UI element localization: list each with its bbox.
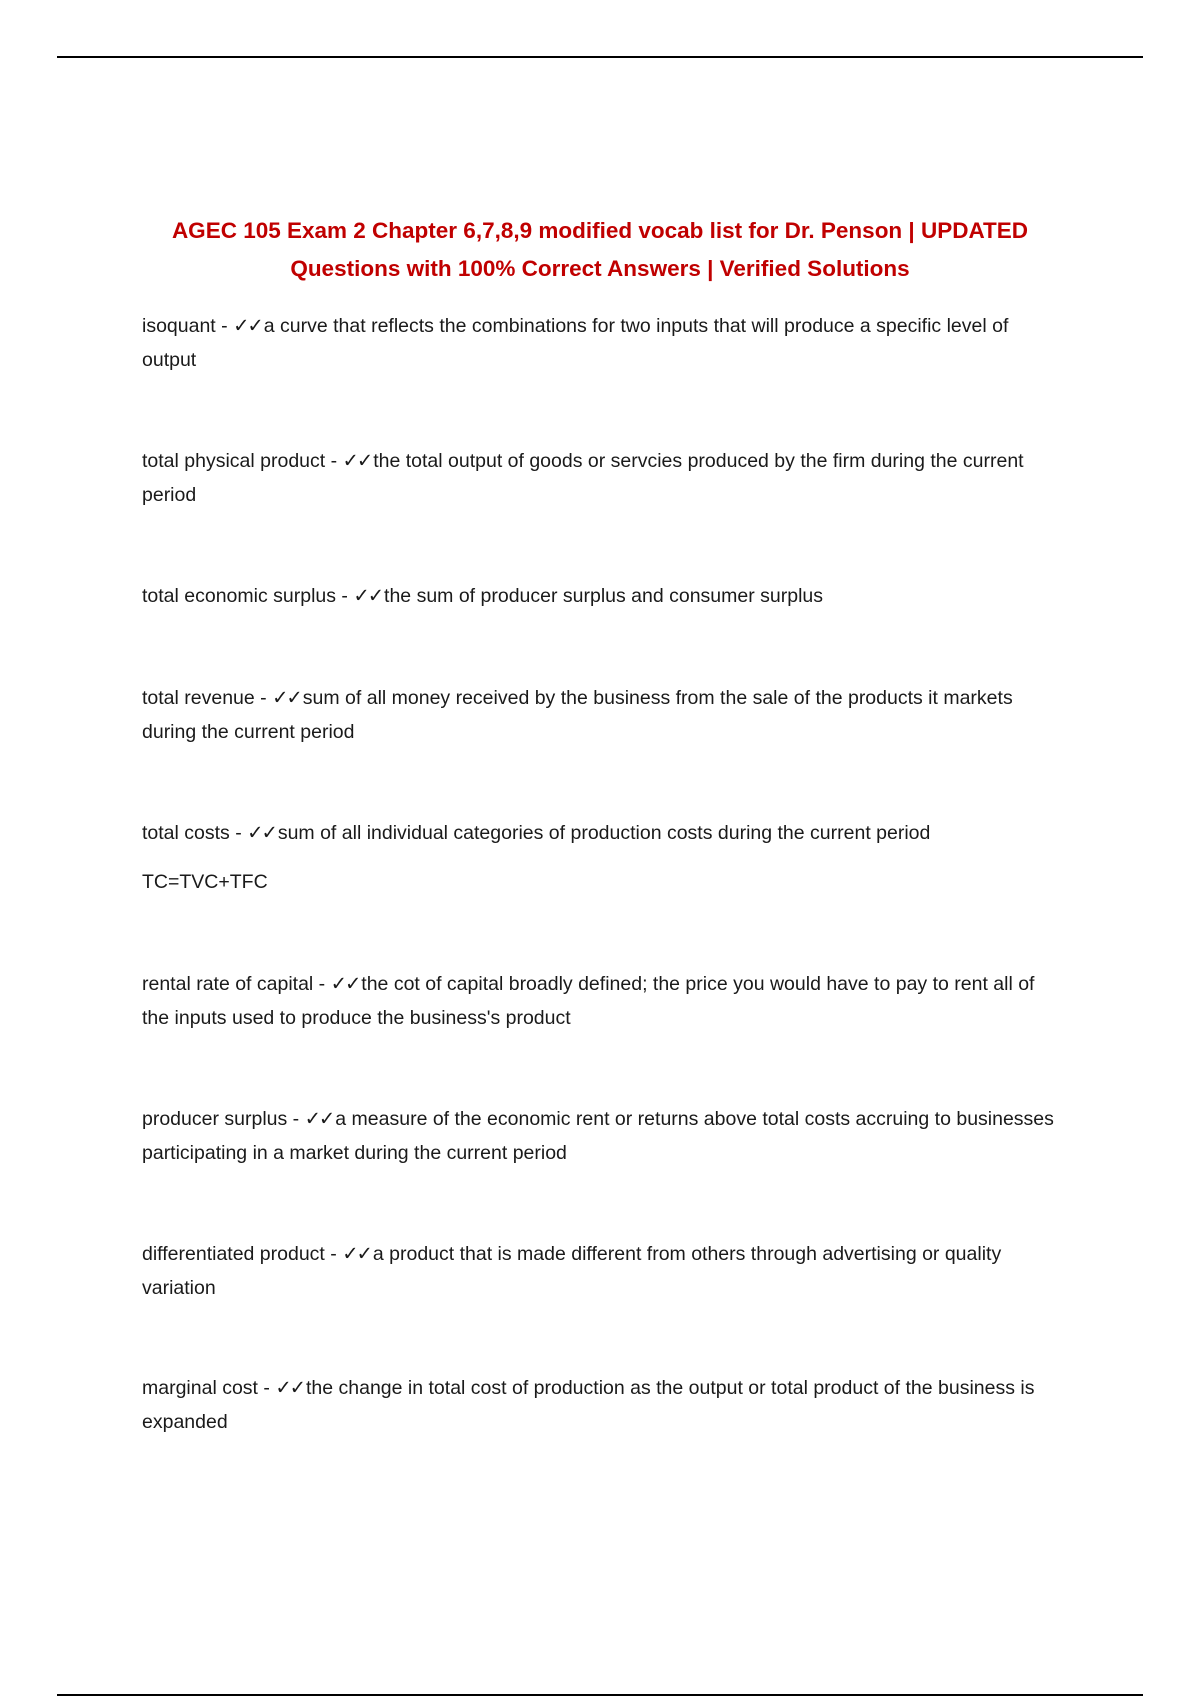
entry-separator: - [254,687,273,709]
double-check-icon: ✓✓ [330,972,360,995]
entry-separator: - [324,1243,343,1265]
entry-definition: sum of all individual categories of production costs during the current period [277,822,931,844]
entry-separator: - [336,585,354,607]
double-check-icon: ✓✓ [342,449,372,472]
entry-term: rental rate of capital [142,973,314,995]
double-check-icon: ✓✓ [342,1242,371,1265]
vocab-entry-rental-rate-of-capital [142,967,1062,1035]
total-costs-formula: TC=TVC+TFC [142,871,268,893]
entry-separator: - [313,973,331,995]
vocab-entry-total-economic-surplus [142,579,1062,613]
vocab-entry-total-costs [142,816,1062,850]
entry-definition: the cot of capital broadly defined; the price you would have to pay to rent all of the inputs used to produce the business's product [142,973,1035,1029]
double-check-icon: ✓✓ [272,686,301,709]
entry-definition: sum of all money received by the business from the sale of the products it markets during the current period [142,687,1013,743]
double-check-icon: ✓✓ [353,584,383,607]
double-check-icon: ✓✓ [304,1107,334,1130]
entry-definition: the total output of goods or servcies produced by the firm during the current period [142,450,1024,506]
vocab-entry-isoquant [142,309,1062,377]
double-check-icon: ✓✓ [275,1376,304,1399]
vocab-entry-marginal-cost [142,1371,1062,1439]
entry-separator: - [287,1108,305,1130]
bottom-rule [57,1694,1143,1696]
entry-term: total costs [142,822,230,844]
double-check-icon: ✓✓ [233,314,262,337]
double-check-icon: ✓✓ [247,821,276,844]
entry-separator: - [257,1377,276,1399]
entry-term: total revenue [142,687,255,709]
entry-definition: a product that is made different from others through advertising or quality variation [142,1243,1002,1299]
entry-term: differentiated product [142,1243,325,1265]
vocab-entry-total-revenue [142,681,1062,749]
entry-definition: a curve that reflects the combinations for two inputs that will produce a specific level of output [142,315,1009,371]
entry-separator: - [229,822,248,844]
entry-separator: - [325,450,343,472]
entry-term: total physical product [142,450,326,472]
vocab-entry-producer-surplus [142,1102,1062,1170]
vocab-entry-differentiated-product [142,1237,1062,1305]
entry-separator: - [215,315,234,337]
entry-definition: the change in total cost of production as the output or total product of the business is expanded [142,1377,1035,1433]
document-title: AGEC 105 Exam 2 Chapter 6,7,8,9 modified vocab list for Dr. Penson | UPDATED Questions with 100% Correct Answers | Verified Solutions [171,218,1029,281]
entry-term: isoquant [142,315,216,337]
entry-definition: the sum of producer surplus and consumer surplus [384,585,824,607]
vocab-entry-total-physical-product [142,444,1062,512]
entry-definition: a measure of the economic rent or returns above total costs accruing to businesses participating in a market during the current period [142,1108,1054,1164]
entry-term: total economic surplus [142,585,337,607]
entry-term: marginal cost [142,1377,258,1399]
top-rule [57,56,1143,58]
entry-term: producer surplus [142,1108,288,1130]
